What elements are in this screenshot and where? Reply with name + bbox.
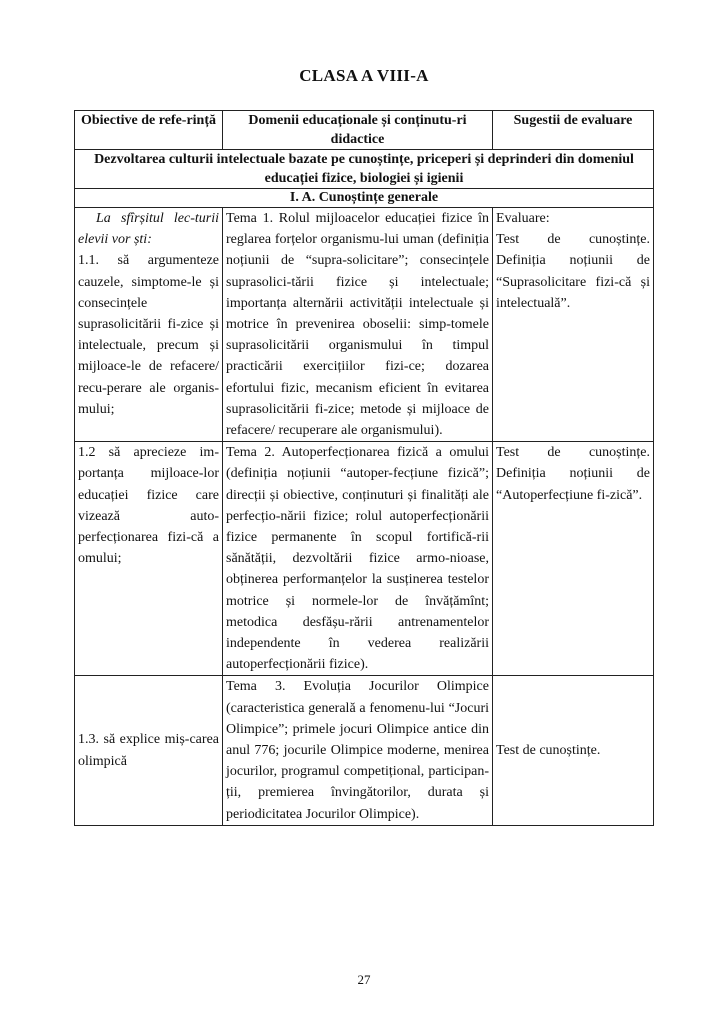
objective-cell: 1.3. să explice miș-carea olimpică — [75, 676, 223, 825]
content-cell: Tema 2. Autoperfecționarea fizică a omului (definiția noțiunii “autoper-fecțiune fizică”; direcții și obiective, conținuturi și finalități ale perfecțio-nării fizice; rolul autoperfecționării fizice permanente în scopul fortifică-rii sănătății, dezvoltării fizice armo-nioase, obținerea performanțelor la susținerea testelor motrice și normele-lor de învățămînt; metodica desfășu-rării antrenamentelor independente în vederea realizării autoperfecționării fizice). — [223, 442, 493, 676]
header-evaluation: Sugestii de evaluare — [493, 111, 654, 150]
objective-text: 1.1. să argumenteze cauzele, simptome-le și consecințele suprasolicitării fi-zice și intelectuale, precum și mijloace-le de refacere/ recu-perare ale organis-mului; — [78, 253, 219, 417]
table-header-row — [75, 111, 654, 150]
section-heading: Dezvoltarea culturii intelectuale bazate pe cunoștințe, priceperi și deprinderi din domeniul educației fizice, biologiei și igienii — [75, 150, 654, 189]
objective-intro: La sfîrșitul lec-turii elevii vor ști: — [78, 211, 219, 248]
evaluation-cell: Test de cunoștințe. Definiția noțiunii de “Autoperfecțiune fi-zică”. — [493, 442, 654, 676]
header-domains: Domenii educaționale și conținutu-ri didactice — [223, 111, 493, 150]
table-row — [75, 208, 654, 442]
evaluation-text: Test de cunoștințe. Definiția noțiunii de “Suprasolicitare fizi-că și intelectuală”. — [496, 232, 650, 311]
header-objectives: Obiective de refe-rință — [75, 111, 223, 150]
subsection-heading: I. A. Cunoștințe generale — [75, 189, 654, 208]
content-cell: Tema 1. Rolul mijloacelor educației fizice în reglarea forțelor organismu-lui uman (definiția noțiunii de “supra-solicitare”; consecințele suprasolici-tării fizice și intelectuale; importanța alternării activității intelectuale și motrice în prevenirea oboselii: simp-tomele suprasolicitării organismului în timpul practicării exercițiilor fizi-ce; dozarea efortului fizic, mecanism eficient în evitarea suprasolicitării fi-zice; metode și mijloace de refacere/ recuperare ale organismului). — [223, 208, 493, 442]
span-heading-row — [75, 150, 654, 189]
page-title: CLASA A VIII-A — [299, 66, 429, 85]
table-row — [75, 676, 654, 825]
table-row — [75, 442, 654, 676]
curriculum-table — [74, 110, 654, 826]
evaluation-intro: Evaluare: — [496, 211, 550, 226]
objective-cell — [75, 208, 223, 442]
evaluation-cell — [493, 208, 654, 442]
objective-cell: 1.2 să aprecieze im-portanța mijloace-lor educației fizice care vizează auto-perfecționarea fizi-că a omului; — [75, 442, 223, 676]
sub-heading-row — [75, 189, 654, 208]
page-number: 27 — [357, 972, 371, 987]
content-cell: Tema 3. Evoluția Jocurilor Olimpice (caracteristica generală a fenomenu-lui “Jocuri Olimpice”; primele jocuri Olimpice antice din anul 776; jocurile Olimpice moderne, menirea jocurilor, programul competițional, participan-ții, premierea învingătorilor, durata și periodicitatea Jocurilor Olimpice). — [223, 676, 493, 825]
evaluation-cell: Test de cunoștințe. — [493, 676, 654, 825]
